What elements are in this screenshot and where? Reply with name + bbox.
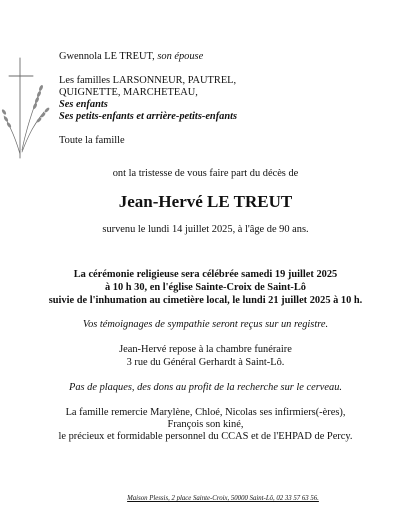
deceased-name: Jean-Hervé LE TREUT	[118, 192, 293, 211]
ceremony-line-2: à 10 h 30, en l'église Sainte-Croix de Saint-Lô	[105, 282, 306, 293]
children-line: Ses enfants	[59, 99, 108, 110]
thanks-line-3: le précieux et formidable personnel du CCAS et de l'EHPAD de Percy.	[58, 431, 353, 442]
families-line-1: Les familles LARSONNEUR, PAUTREL,	[59, 75, 237, 86]
ceremony-line-3: suivie de l'inhumation au cimetière local, le lundi 21 juillet 2025 à 10 h.	[48, 295, 363, 306]
families-line-2: QUIGNETTE, MARCHETEAU,	[59, 87, 198, 98]
rest-line-1: Jean-Hervé repose à la chambre funéraire	[119, 344, 292, 355]
thanks-line-2: François son kiné,	[167, 419, 244, 430]
cross-with-wheat-icon	[0, 0, 60, 170]
no-plaques-note: Pas de plaques, des dons au profit de la recherche sur le cerveau.	[69, 382, 342, 393]
ceremony-line-1: La cérémonie religieuse sera célébrée samedi 19 juillet 2025	[73, 269, 338, 280]
spouse-line	[59, 52, 203, 62]
death-info-line: survenu le lundi 14 juillet 2025, à l'âge de 90 ans.	[102, 224, 309, 235]
intro-line: ont la tristesse de vous faire part du décès de	[112, 168, 299, 179]
spouse-name: Gwennola LE TREUT,	[59, 51, 155, 62]
register-note: Vos témoignages de sympathie seront reçus sur un registre.	[82, 319, 329, 330]
thanks-line-1: La famille remercie Marylène, Chloé, Nicolas ses infirmiers(-ères),	[65, 407, 346, 418]
spouse-role: son épouse	[157, 51, 204, 62]
grandchildren-line: Ses petits-enfants et arrière-petits-enfants	[59, 111, 238, 122]
all-family-line: Toute la famille	[59, 135, 125, 146]
rest-line-2: 3 rue du Général Gerhardt à Saint-Lô.	[126, 357, 285, 368]
funeral-home-footer: Maison Plessis, 2 place Sainte-Croix, 50000 Saint-Lô, 02 33 57 63 56.	[127, 495, 319, 502]
